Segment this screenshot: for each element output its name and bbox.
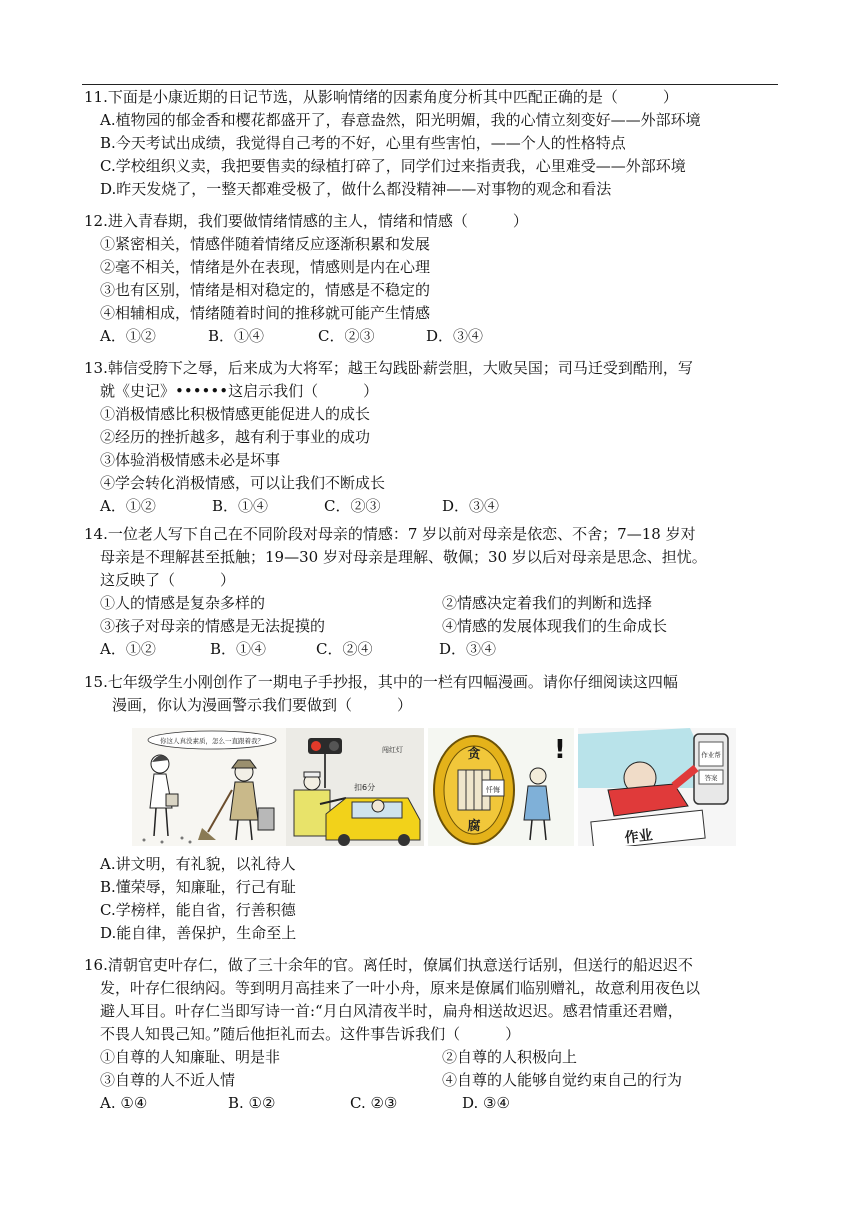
question-13-stem-line-2: 就《史记》••••••这启示我们（ ） (100, 382, 379, 400)
question-15-option-d: D.能自律，善保护，生命至上 (100, 924, 297, 942)
top-rule (82, 84, 778, 85)
comic-fine-label: 扣6分 (354, 783, 376, 792)
question-13-item-1: ①消极情感比积极情感更能促进人的成长 (100, 405, 371, 423)
question-12 (84, 210, 784, 348)
question-14-choices (84, 638, 784, 661)
choice-b: B．①④ (210, 640, 267, 658)
choice-a: A．①② (100, 640, 156, 658)
question-16-stem-line-4: 不畏人知畏己知。”随后他拒礼而去。这件事告诉我们（ ） (100, 1025, 521, 1043)
comic-panel-traffic (286, 728, 424, 846)
question-16-stem-line-3: 避人耳目。叶存仁当即写诗一首:“月白风清夜半时，扁舟相送故迟迟。感君情重还君赠， (100, 1002, 683, 1020)
comic-sign: 忏悔 (486, 786, 500, 794)
choice-c: C．②③ (324, 497, 381, 515)
question-16-items-row-2 (84, 1069, 784, 1092)
choice-c: C．②④ (316, 640, 373, 658)
comic-panel-corruption (428, 728, 574, 846)
choice-b: B．①④ (208, 327, 265, 345)
question-15-stem-line-1: 15.七年级学生小刚创作了一期电子手抄报，其中的一栏有四幅漫画。请你仔细阅读这四幅 (84, 673, 678, 691)
question-13-stem-line-1: 13.韩信受胯下之辱，后来成为大将军；越王勾践卧薪尝胆，大败吴国；司马迁受到酷刑，写 (84, 359, 693, 377)
question-15 (84, 671, 784, 717)
choice-c: C. ②③ (350, 1094, 398, 1112)
question-13-item-2: ②经历的挫折越多，越有利于事业的成功 (100, 428, 371, 446)
question-12-item-2: ②毫不相关，情绪是外在表现，情感则是内在心理 (100, 258, 431, 276)
question-16-choices (84, 1092, 784, 1115)
question-11-option-a: A.植物园的郁金香和樱花都盛开了，春意盎然，阳光明媚，我的心情立刻变好——外部环境 (100, 111, 701, 129)
question-15-stem-line-2: 漫画，你认为漫画警示我们要做到（ ） (112, 696, 413, 714)
question-16-item-4: ④自尊的人能够自觉约束自己的行为 (442, 1071, 683, 1089)
question-16 (84, 954, 784, 1115)
question-11 (84, 86, 784, 201)
comic-coin-bottom: 腐 (467, 819, 481, 834)
question-14-item-3: ③孩子对母亲的情感是无法捉摸的 (100, 617, 326, 635)
comic-light-label: 闯红灯 (382, 746, 403, 754)
question-12-item-4: ④相辅相成，情绪随着时间的推移就可能产生情感 (100, 304, 431, 322)
choice-b: B. ①② (228, 1094, 276, 1112)
question-14-item-4: ④情感的发展体现我们的生命成长 (442, 617, 668, 635)
choice-c: C．②③ (318, 327, 375, 345)
question-16-items-row-1 (84, 1046, 784, 1069)
choice-b: B．①④ (212, 497, 269, 515)
choice-a: A．①② (100, 497, 156, 515)
comic-paper-label: 作业 (623, 827, 654, 846)
comic-speech-bubble: 你这人真没素质，怎么一直跟着我？ (160, 737, 264, 745)
comic-phone-answer: 答案 (704, 774, 718, 782)
svg-text:!: ! (554, 735, 566, 765)
question-16-item-2: ②自尊的人积极向上 (442, 1048, 578, 1066)
question-12-item-1: ①紧密相关，情感伴随着情绪反应逐渐积累和发展 (100, 235, 431, 253)
question-16-stem-line-1: 16.清朝官吏叶存仁，做了三十余年的官。离任时，僚属们执意送行话别，但送行的船迟迟不 (84, 956, 693, 974)
question-15-options (84, 853, 784, 945)
comic-phone-app: 作业帮 (701, 751, 721, 759)
question-14 (84, 523, 784, 661)
question-13-choices (84, 495, 784, 518)
question-14-item-1: ①人的情感是复杂多样的 (100, 594, 266, 612)
comic-coin-top: 贪 (467, 747, 481, 762)
question-13-item-4: ④学会转化消极情感，可以让我们不断成长 (100, 474, 386, 492)
question-16-stem-line-2: 发，叶存仁很纳闷。等到明月高挂来了一叶小舟，原来是僚属们临别赠礼，故意利用夜色以 (100, 979, 701, 997)
question-13-item-3: ③体验消极情感未必是坏事 (100, 451, 281, 469)
question-13 (84, 357, 784, 518)
choice-a: A．①② (100, 327, 156, 345)
question-14-stem-line-2: 母亲是不理解甚至抵触；19—30 岁对母亲是理解、敬佩；30 岁以后对母亲是思念、担忧。 (100, 548, 707, 566)
question-14-stem-line-1: 14.一位老人写下自己在不同阶段对母亲的情感：7 岁以前对母亲是依恋、不舍；7—18 岁对 (84, 525, 696, 543)
comic-panel-sweeper (132, 728, 286, 846)
question-14-items-row-1 (84, 592, 784, 615)
choice-d: D．③④ (439, 640, 497, 658)
choice-d: D．③④ (426, 327, 484, 345)
question-15-option-a: A.讲文明，有礼貌，以礼待人 (100, 855, 296, 873)
question-15-option-c: C.学榜样，能自省，行善积德 (100, 901, 296, 919)
choice-d: D．③④ (442, 497, 500, 515)
comic-panel-homework (578, 728, 736, 846)
question-15-option-b: B.懂荣辱，知廉耻，行己有耻 (100, 878, 296, 896)
choice-a: A. ①④ (100, 1094, 148, 1112)
question-11-option-b: B.今天考试出成绩，我觉得自己考的不好，心里有些害怕，——个人的性格特点 (100, 134, 626, 152)
question-11-option-c: C.学校组织义卖，我把要售卖的绿植打碎了，同学们过来指责我，心里难受——外部环境 (100, 157, 686, 175)
question-12-item-3: ③也有区别，情绪是相对稳定的，情感是不稳定的 (100, 281, 431, 299)
question-14-item-2: ②情感决定着我们的判断和选择 (442, 594, 653, 612)
question-11-option-d: D.昨天发烧了，一整天都难受极了，做什么都没精神——对事物的观念和看法 (100, 180, 612, 198)
question-12-stem: 12.进入青春期，我们要做情绪情感的主人，情绪和情感（ ） (84, 212, 528, 230)
question-16-item-1: ①自尊的人知廉耻、明是非 (100, 1048, 281, 1066)
question-14-stem-line-3: 这反映了（ ） (100, 571, 236, 589)
question-14-items-row-2 (84, 615, 784, 638)
choice-d: D. ③④ (462, 1094, 510, 1112)
question-12-choices (84, 325, 784, 348)
question-11-stem: 11.下面是小康近期的日记节选，从影响情绪的因素角度分析其中匹配正确的是（ ） (84, 88, 678, 106)
question-16-item-3: ③自尊的人不近人情 (100, 1071, 236, 1089)
